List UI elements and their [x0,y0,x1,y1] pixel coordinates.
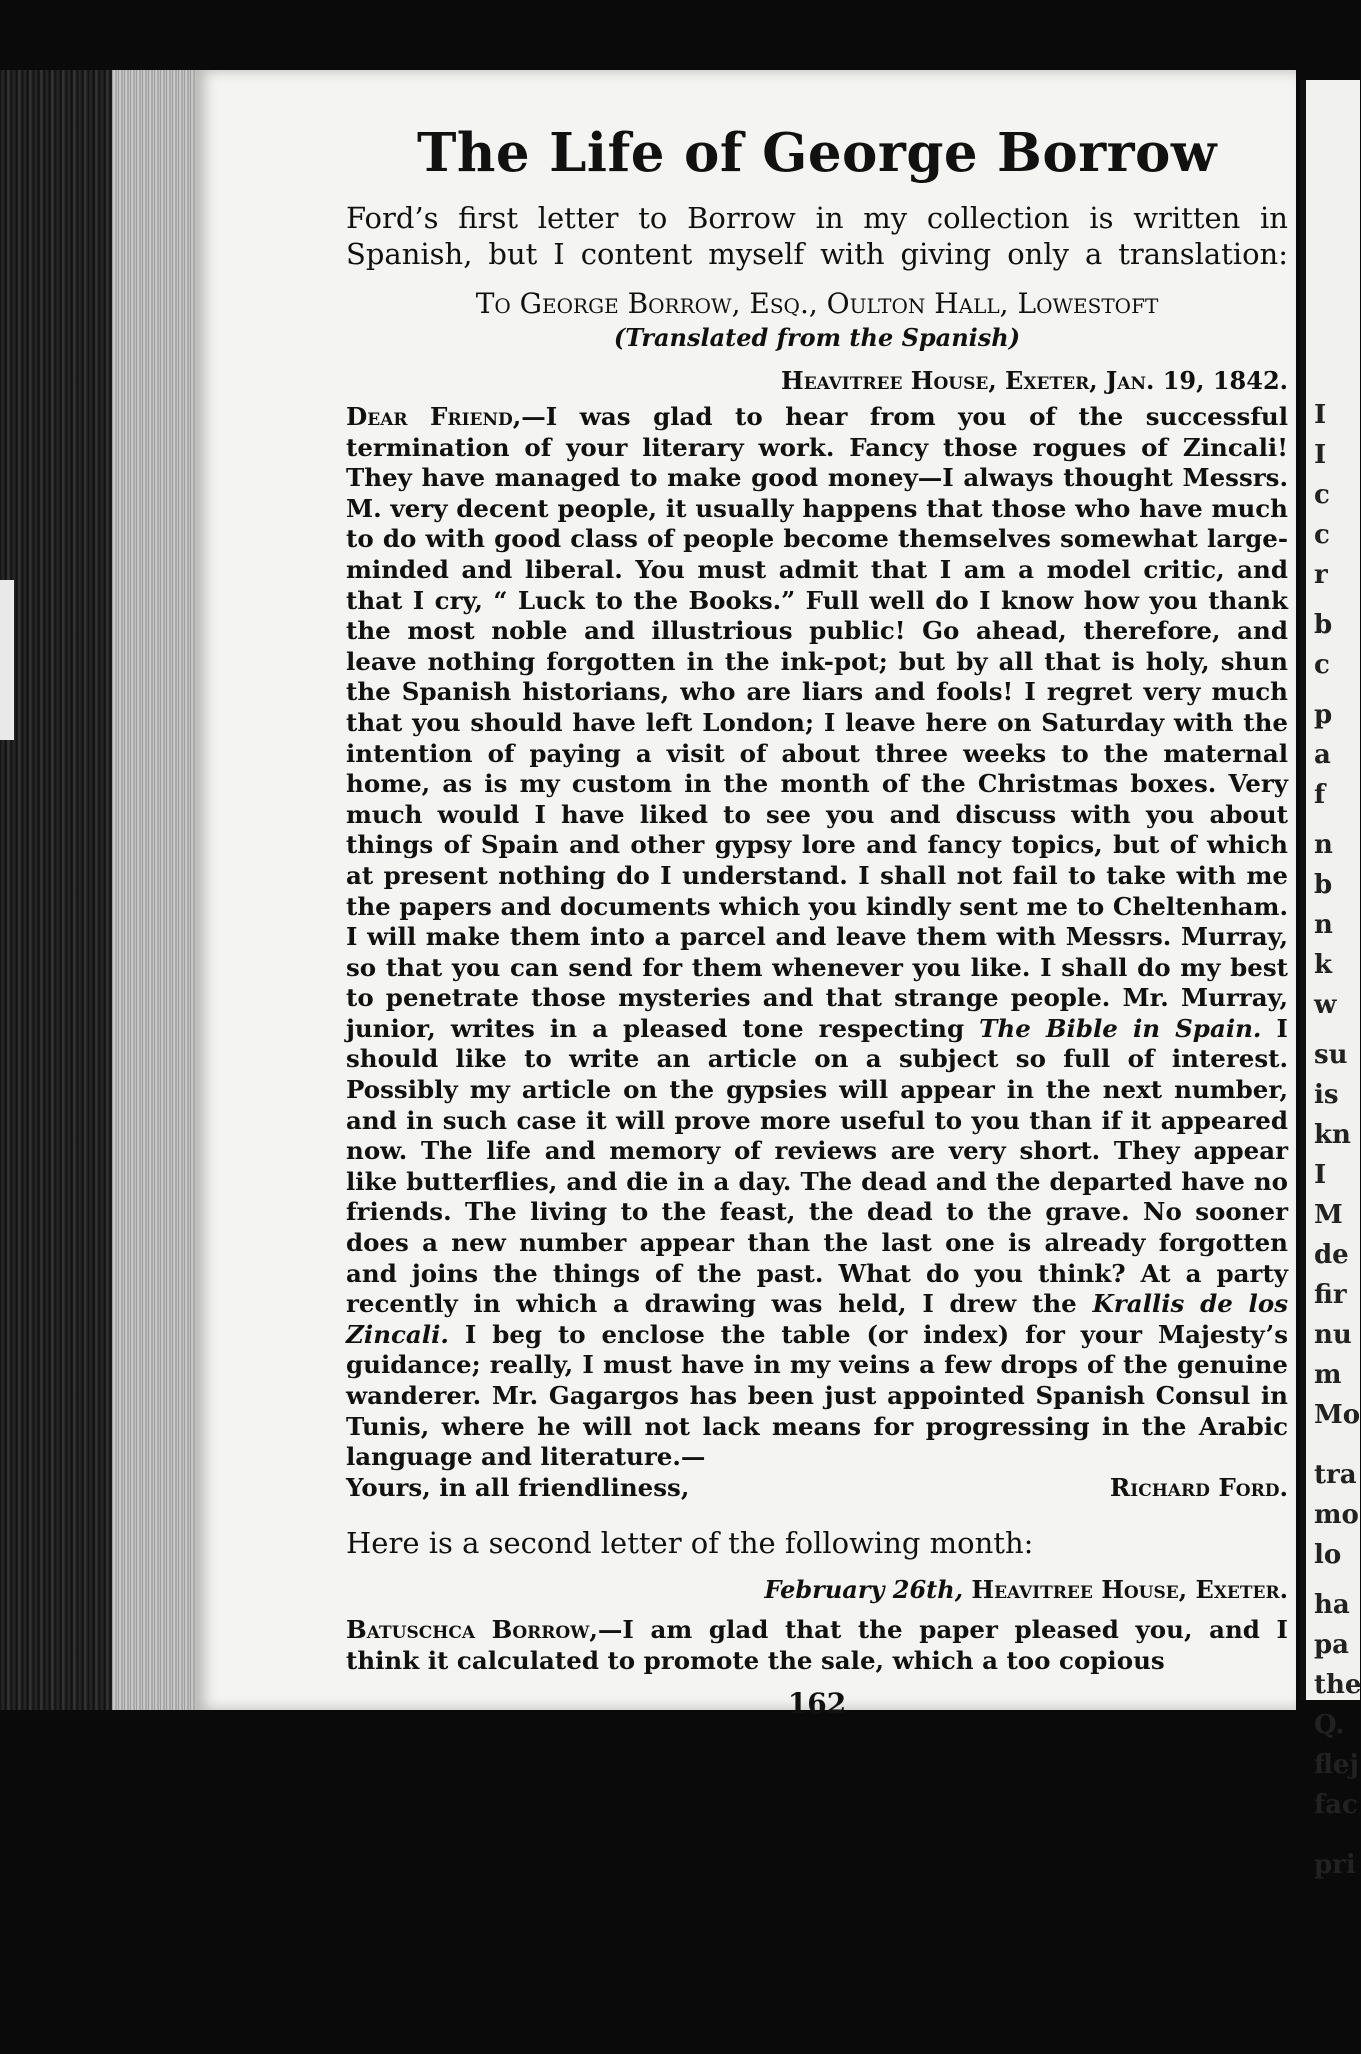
facing-page-fragment: Mo [1314,1400,1361,1430]
page-edges [112,70,200,1710]
facing-page-fragment: pa [1314,1630,1350,1660]
letter-text: —I was glad to hear from you of the successful termination of your literary work. Fancy those rogues of Zincali! They have managed to make good money—I always thought Messrs. M. very decent people, it usually happens that those who have much to do with good class of people become themselves somewhat large-minded and liberal. You must admit that I am a model critic, and that I cry, “ Luck to the Books.” Full well do I know how you thank the most noble and illustrious public! Go ahead, therefore, and leave nothing forgotten in the ink-pot; but by all that is holy, shun the Spanish historians, who are liars and fools! I regret very much that you should have left London; I leave here on Saturday with the intention of paying a visit of about three weeks to the maternal home, as is my custom in the month of the Christmas boxes. Very much would I have liked to see you and discuss with you about things of Spain and other gypsy lore and fancy topics, but of which at present nothing do I understand. I shall not fail to take with me the papers and documents which you kindly sent me to Cheltenham. I will make them into a parcel and leave them with Messrs. Murray, so that you can send for them whenever you like. I shall do my best to penetrate those mysteries and that strange people. Mr. Murray, junior, writes in a pleased tone respecting [346,402,1288,1043]
letter-closing-row [346,1473,1288,1504]
facing-page-fragment: f [1314,780,1326,810]
facing-page-fragment: I [1314,1160,1327,1190]
facing-page-fragment: n [1314,830,1333,860]
letter-signature: Richard Ford. [1109,1472,1288,1502]
facing-page-fragment: r [1314,560,1328,590]
drawn-title-reference: Krallis de los Zincali. [346,1289,1288,1349]
facing-page-fragment: lo [1314,1540,1342,1570]
facing-page-fragment: n [1314,910,1333,940]
running-title: The Life of George Borrow [416,122,1218,184]
letter-text-continued: I should like to write an article on a subject so full of interest. Possibly my article on the gypsies will appear in the next number, and in such case it will prove more useful to you than if it appeared now. The life and memory of reviews are very short. They appear like butterflies, and die in a day. The dead and the departed have no friends. The living to the feast, the dead to the grave. No sooner does a new number appear than the last one is already forgotten and joins the things of the past. What do you think? At a party recently in which a drawing was held, I drew the [346,1013,1288,1319]
letter-dateline: Heavitree House, Exeter, Jan. 19, 1842. [781,366,1288,395]
facing-page-fragment: M [1314,1200,1343,1230]
facing-page-fragment: fir [1314,1280,1347,1310]
facing-page-fragment: is [1314,1080,1339,1110]
facing-page-fragment: nu [1314,1320,1352,1350]
facing-page-fragment: kn [1314,1120,1351,1150]
facing-page-fragment: c [1314,650,1330,680]
facing-page-fragment: b [1314,610,1333,640]
facing-page-fragment: de [1314,1240,1349,1270]
facing-page-fragment: p [1314,700,1333,730]
facing-page-fragment: pri [1314,1850,1356,1880]
facing-page-fragment: tra [1314,1460,1357,1490]
second-intro: Here is a second letter of the following month: [346,1526,1034,1561]
spine-tab [0,580,14,740]
facing-page-fragment: ha [1314,1590,1350,1620]
facing-page-fragment: Q. [1314,1710,1345,1740]
facing-page-fragment: a [1314,740,1331,770]
facing-page-fragment: c [1314,480,1330,510]
intro-paragraph: Ford’s first letter to Borrow in my collection is written in Spanish, but I content myself with giving only a translation: [346,201,1288,271]
facing-page-fragment: w [1314,990,1337,1020]
letter-addressee: To George Borrow, Esq., Oulton Hall, Lowestoft [475,287,1159,320]
second-letter-text: —I am glad that the paper pleased you, and I think it calculated to promote the sale, which a too copious [346,1615,1289,1675]
facing-page-fragment: c [1314,520,1330,550]
facing-page-edge [1300,80,1361,1880]
facing-page-fragment: the [1314,1670,1361,1700]
second-place: Heavitree House, Exeter. [971,1575,1288,1605]
page-content [346,122,1288,1720]
book-page [196,70,1296,1720]
facing-page-fragment: I [1314,440,1327,470]
letter-closing: Yours, in all friendliness, [346,1472,690,1502]
facing-page-fragment: flej [1314,1750,1359,1780]
facing-page-fragment: b [1314,870,1333,900]
second-dateline [346,1573,1288,1607]
letter-salutation: Dear Friend, [346,402,522,431]
facing-page-fragment: fac [1314,1790,1358,1820]
second-letter-body [346,1615,1288,1676]
book-title-reference: The Bible in Spain. [979,1013,1262,1043]
second-date: February 26th, [764,1575,964,1605]
page-number: 162 [787,1686,847,1720]
facing-page-fragment: k [1314,950,1333,980]
letter-body [346,402,1288,1473]
facing-page-fragment: mo [1314,1500,1359,1530]
facing-page-fragment: I [1314,400,1327,430]
second-salutation: Batuschca Borrow, [346,1615,598,1645]
letter-text-end: I beg to enclose the table (or index) for your Majesty’s guidance; really, I must have in my veins a few drops of the genuine wanderer. Mr. Gagargos has been just appointed Spanish Consul in Tunis, where he will not lack means for progressing in the Arabic language and literature.— [346,1319,1288,1472]
facing-page-fragment: m [1314,1360,1342,1390]
translation-note: (Translated from the Spanish) [613,323,1021,352]
facing-page-fragment: su [1314,1040,1348,1070]
